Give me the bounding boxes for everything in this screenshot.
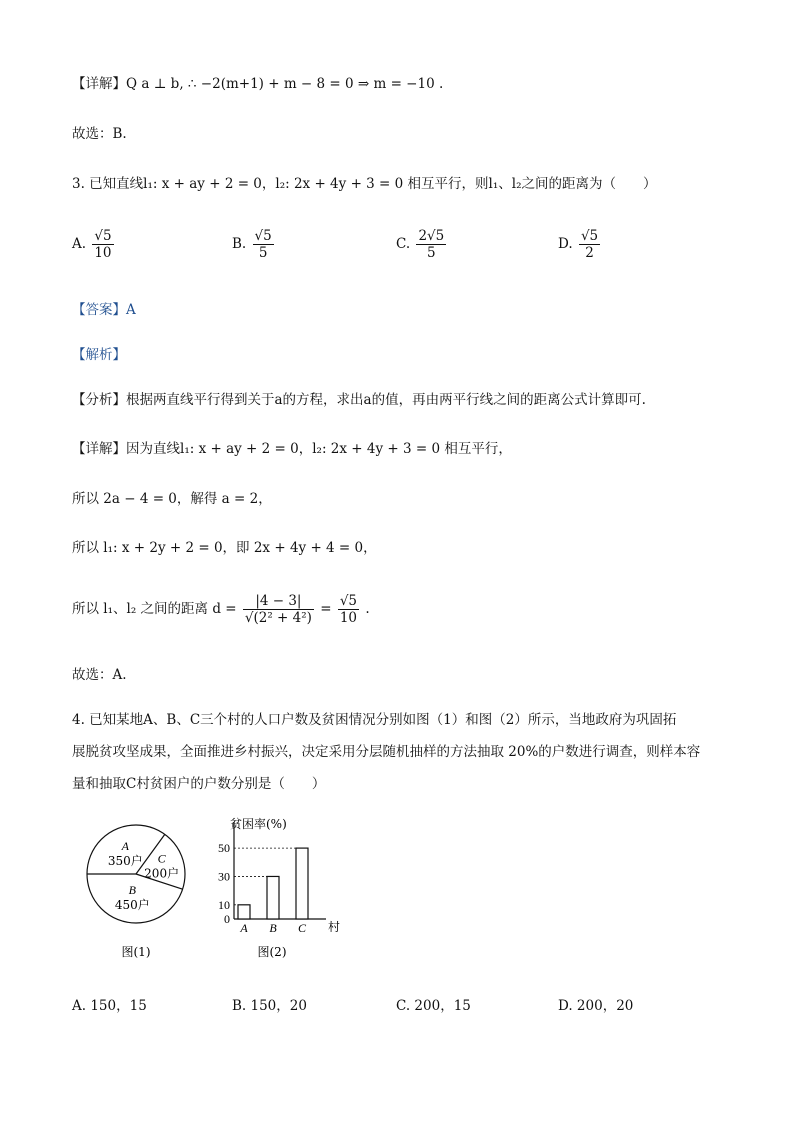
y-tick-label: 0 (224, 912, 230, 926)
bar-C (296, 848, 308, 919)
bar-B (267, 876, 279, 919)
question-4-line-2: 展脱贫攻坚成果，全面推进乡村振兴，决定采用分层随机抽样的方法抽取 20%的户数进行调查，则样本容 (72, 744, 701, 760)
pie-slice-label: B (128, 883, 136, 898)
question-3: 3. 已知直线l₁: x + ay + 2 = 0，l₂: 2x + 4y + 3 = 0 相互平行，则l₁、l₂之间的距离为（ ） (72, 176, 657, 192)
step-3: 所以 l₁、l₂ 之间的距离 d = $\frac{|4 - 3|}{\text{√(2² + 4²)}}$ = $\frac{√5}{10}$ . (72, 593, 370, 626)
answer-choice-line: 故选：B. (72, 126, 127, 142)
detail-line: 【详解】Q a ⊥ b, ∴ −2(m+1) + m − 8 = 0 ⇒ m = −10 . (72, 76, 444, 92)
bar-chart-figure-2 (212, 812, 352, 962)
question-4-line-3: 量和抽取C村贫困户的户数分别是（ ） (72, 776, 326, 792)
y-tick-label: 10 (218, 897, 230, 912)
bar-caption: 图(2) (257, 945, 287, 959)
pie-caption: 图(1) (121, 945, 151, 959)
pie-chart-figure-1 (84, 812, 194, 962)
q3-option-c: C. $\frac{2√5}{5}$ (396, 228, 445, 261)
y-tick-label: 30 (218, 869, 230, 884)
q4-option-d: D. 200，20 (558, 998, 634, 1014)
q3-option-b: B. $\frac{√5}{5}$ (232, 228, 272, 261)
pie-slice-households: 450户 (114, 898, 150, 913)
detail-line-2: 【详解】因为直线l₁: x + ay + 2 = 0，l₂: 2x + 4y + 3 = 0 相互平行， (72, 441, 512, 457)
pie-slice-households: 350户 (107, 854, 143, 869)
bar-A (238, 905, 250, 919)
pie-slice-households: 200户 (144, 866, 180, 881)
q4-option-c: C. 200，15 (396, 998, 471, 1014)
y-axis-label: 贫困率(%) (230, 817, 287, 831)
x-tick-label: A (240, 921, 248, 935)
analysis-line: 【分析】根据两直线平行得到关于a的方程，求出a的值，再由两平行线之间的距离公式计算即可. (72, 392, 646, 408)
x-tick-label: B (269, 921, 277, 935)
y-tick-label: 50 (218, 841, 230, 856)
pie-slice-label: A (121, 839, 129, 854)
q4-option-a: A. 150，15 (72, 998, 147, 1014)
answer-label: 【答案】A (72, 302, 136, 318)
step-1: 所以 2a − 4 = 0，解得 a = 2， (72, 491, 272, 507)
q4-option-b: B. 150，20 (232, 998, 307, 1014)
question-4-line-1: 4. 已知某地A、B、C三个村的人口户数及贫困情况分别如图（1）和图（2）所示，当地政府为巩固拓 (72, 712, 677, 728)
q3-option-a: A. $\frac{√5}{10}$ (72, 228, 112, 261)
answer-choice-line-2: 故选：A. (72, 667, 127, 683)
x-axis-label: 村 (328, 920, 341, 934)
analysis-label: 【解析】 (72, 347, 126, 363)
pie-slice-label: C (157, 851, 166, 866)
step-3-prefix: 所以 l₁、l₂ 之间的距离 d = (72, 601, 237, 617)
result-fraction: $\frac{√5}{10}$ (339, 593, 358, 626)
step-2: 所以 l₁: x + 2y + 2 = 0，即 2x + 4y + 4 = 0， (72, 540, 377, 556)
distance-fraction: $\frac{|4 - 3|}{\text{√(2² + 4²)}}$ (244, 593, 312, 626)
x-tick-label: C (297, 921, 307, 935)
q3-option-d: D. $\frac{√5}{2}$ (558, 228, 599, 261)
